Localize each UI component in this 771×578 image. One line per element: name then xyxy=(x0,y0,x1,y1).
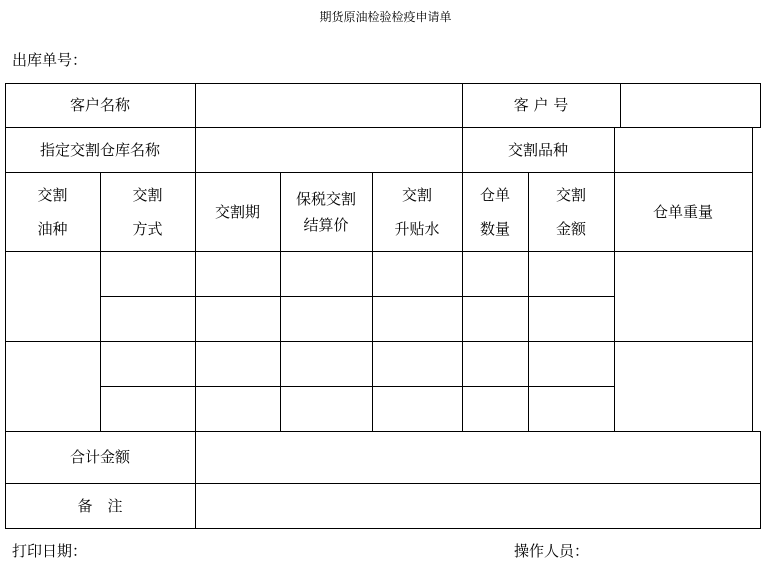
column-header-oil-type: 交割 油种 xyxy=(37,185,68,238)
outbound-no-label: 出库单号： xyxy=(12,51,88,69)
customer-no-label: 客 户 号 xyxy=(513,96,569,114)
column-header-bonded-settlement-price: 保税交割 结算价 xyxy=(295,189,356,234)
column-header-delivery-period: 交割期 xyxy=(214,202,260,221)
print-date-label: 打印日期： xyxy=(12,542,88,560)
warehouse-name-label: 指定交割仓库名称 xyxy=(39,140,160,159)
column-header-delivery-amount: 交割 金额 xyxy=(555,185,586,238)
column-header-premium-discount: 交割 升贴水 xyxy=(394,185,440,238)
remark-label: 备 注 xyxy=(77,496,123,515)
document-title: 期货原油检验检疫申请单 xyxy=(319,10,452,24)
column-header-warrant-weight: 仓单重量 xyxy=(652,202,713,221)
operator-label: 操作人员： xyxy=(514,542,590,560)
variety-label: 交割品种 xyxy=(507,140,568,159)
column-header-warrant-quantity: 仓单 数量 xyxy=(479,185,510,238)
total-amount-label: 合计金额 xyxy=(69,448,130,466)
column-header-delivery-method: 交割 方式 xyxy=(132,185,163,238)
customer-name-label: 客户名称 xyxy=(69,96,130,114)
